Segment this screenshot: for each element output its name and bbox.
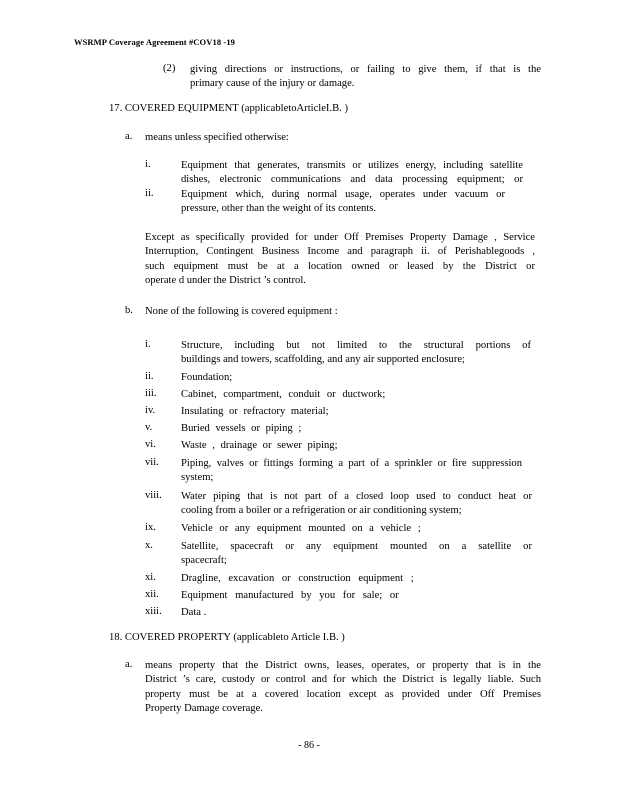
item-line: Water piping that is not part of a closed loop used to conduct heat or <box>181 491 532 502</box>
item-marker: iii. <box>145 388 157 399</box>
item-text: Waste , drainage or sewer piping; <box>181 440 338 451</box>
item-text <box>181 339 531 368</box>
item-text: Equipment manufactured by you for sale; or <box>181 590 399 601</box>
item-line: primary cause of the injury or damage. <box>190 78 355 90</box>
item-marker: xi. <box>145 572 156 583</box>
except-paragraph <box>145 231 535 289</box>
item-text <box>181 457 522 486</box>
item-marker: x. <box>145 540 153 551</box>
item-line: giving directions or instructions, or failing to give them, if that is the <box>190 64 541 75</box>
item-marker: viii. <box>145 490 162 501</box>
subsection-paragraph <box>145 659 541 717</box>
paragraph-line: such equipment must be at a location owned or leased by the District or <box>145 260 535 272</box>
item-text: Vehicle or any equipment mounted on a vehicle ; <box>181 523 421 534</box>
item-text <box>181 159 523 188</box>
item-line: buildings and towers, scaffolding, and any air supported enclosure; <box>181 354 466 366</box>
paragraph-line: Property Damage coverage. <box>145 703 263 715</box>
paragraph-line: property must be at a covered location except as provided under Off Premises <box>145 688 541 700</box>
paragraph-line: Interruption, Contingent Business Income and paragraph ii. of Perishablegoods , <box>145 246 535 258</box>
paragraph-line: Except as specifically provided for under Off Premises Property Damage , Service <box>145 232 535 243</box>
item-text: Cabinet, compartment, conduit or ductwork; <box>181 389 386 400</box>
item-line: Piping, valves or fittings forming a part of a sprinkler or fire suppression <box>181 458 522 469</box>
item-line: system; <box>181 472 214 484</box>
item-marker: i. <box>145 339 151 350</box>
subsection-text: None of the following is covered equipment : <box>145 306 338 317</box>
item-text: Foundation; <box>181 372 233 383</box>
item-marker: ix. <box>145 522 156 533</box>
item-marker: xii. <box>145 589 159 600</box>
item-marker: iv. <box>145 405 156 416</box>
paragraph-line: operate d under the District ’s control. <box>145 275 306 287</box>
paragraph-line: District ’s care, custody or control and for which the District is legally liable. Such <box>145 674 541 686</box>
item-line: Structure, including but not limited to the structural portions of <box>181 340 531 351</box>
item-marker: (2) <box>163 63 176 74</box>
item-text: Buried vessels or piping ; <box>181 423 302 434</box>
item-text: Insulating or refractory material; <box>181 406 329 417</box>
item-text <box>181 540 532 569</box>
item-line: Equipment that generates, transmits or utilizes energy, including satellite <box>181 160 523 171</box>
page-number: - 86 - <box>298 740 320 751</box>
item-marker: ii. <box>145 188 154 199</box>
subsection-marker: a. <box>125 131 133 142</box>
item-line: pressure, other than the weight of its contents. <box>181 203 377 215</box>
section-18-heading: 18. COVERED PROPERTY (applicableto Article I.B. ) <box>109 632 345 643</box>
section-17-heading: 17. COVERED EQUIPMENT (applicabletoArticleI.B. ) <box>109 103 349 114</box>
subsection-text: means unless specified otherwise: <box>145 132 289 143</box>
item-line: Satellite, spacecraft or any equipment mounted on a satellite or <box>181 541 532 552</box>
item-marker: xiii. <box>145 606 162 617</box>
paragraph-line: means property that the District owns, leases, operates, or property that is in the <box>145 660 541 671</box>
item-line: dishes, electronic communications and data processing equipment; or <box>181 174 523 186</box>
item-marker: v. <box>145 422 153 433</box>
item-text <box>181 188 505 217</box>
item-marker: vi. <box>145 439 156 450</box>
item-text: Dragline, excavation or construction equipment ; <box>181 573 414 584</box>
subsection-marker: b. <box>125 305 133 316</box>
page-header: WSRMP Coverage Agreement #COV18 -19 <box>74 37 236 47</box>
item-line: Equipment which, during normal usage, operates under vacuum or <box>181 189 505 200</box>
item-marker: ii. <box>145 371 154 382</box>
item-marker: vii. <box>145 457 159 468</box>
item-marker: i. <box>145 159 151 170</box>
item-text <box>181 490 532 519</box>
item-text <box>190 63 541 92</box>
subsection-marker: a. <box>125 659 133 670</box>
item-line: spacecraft; <box>181 555 227 567</box>
item-text: Data . <box>181 607 207 618</box>
item-line: cooling from a boiler or a refrigeration or air conditioning system; <box>181 505 462 517</box>
